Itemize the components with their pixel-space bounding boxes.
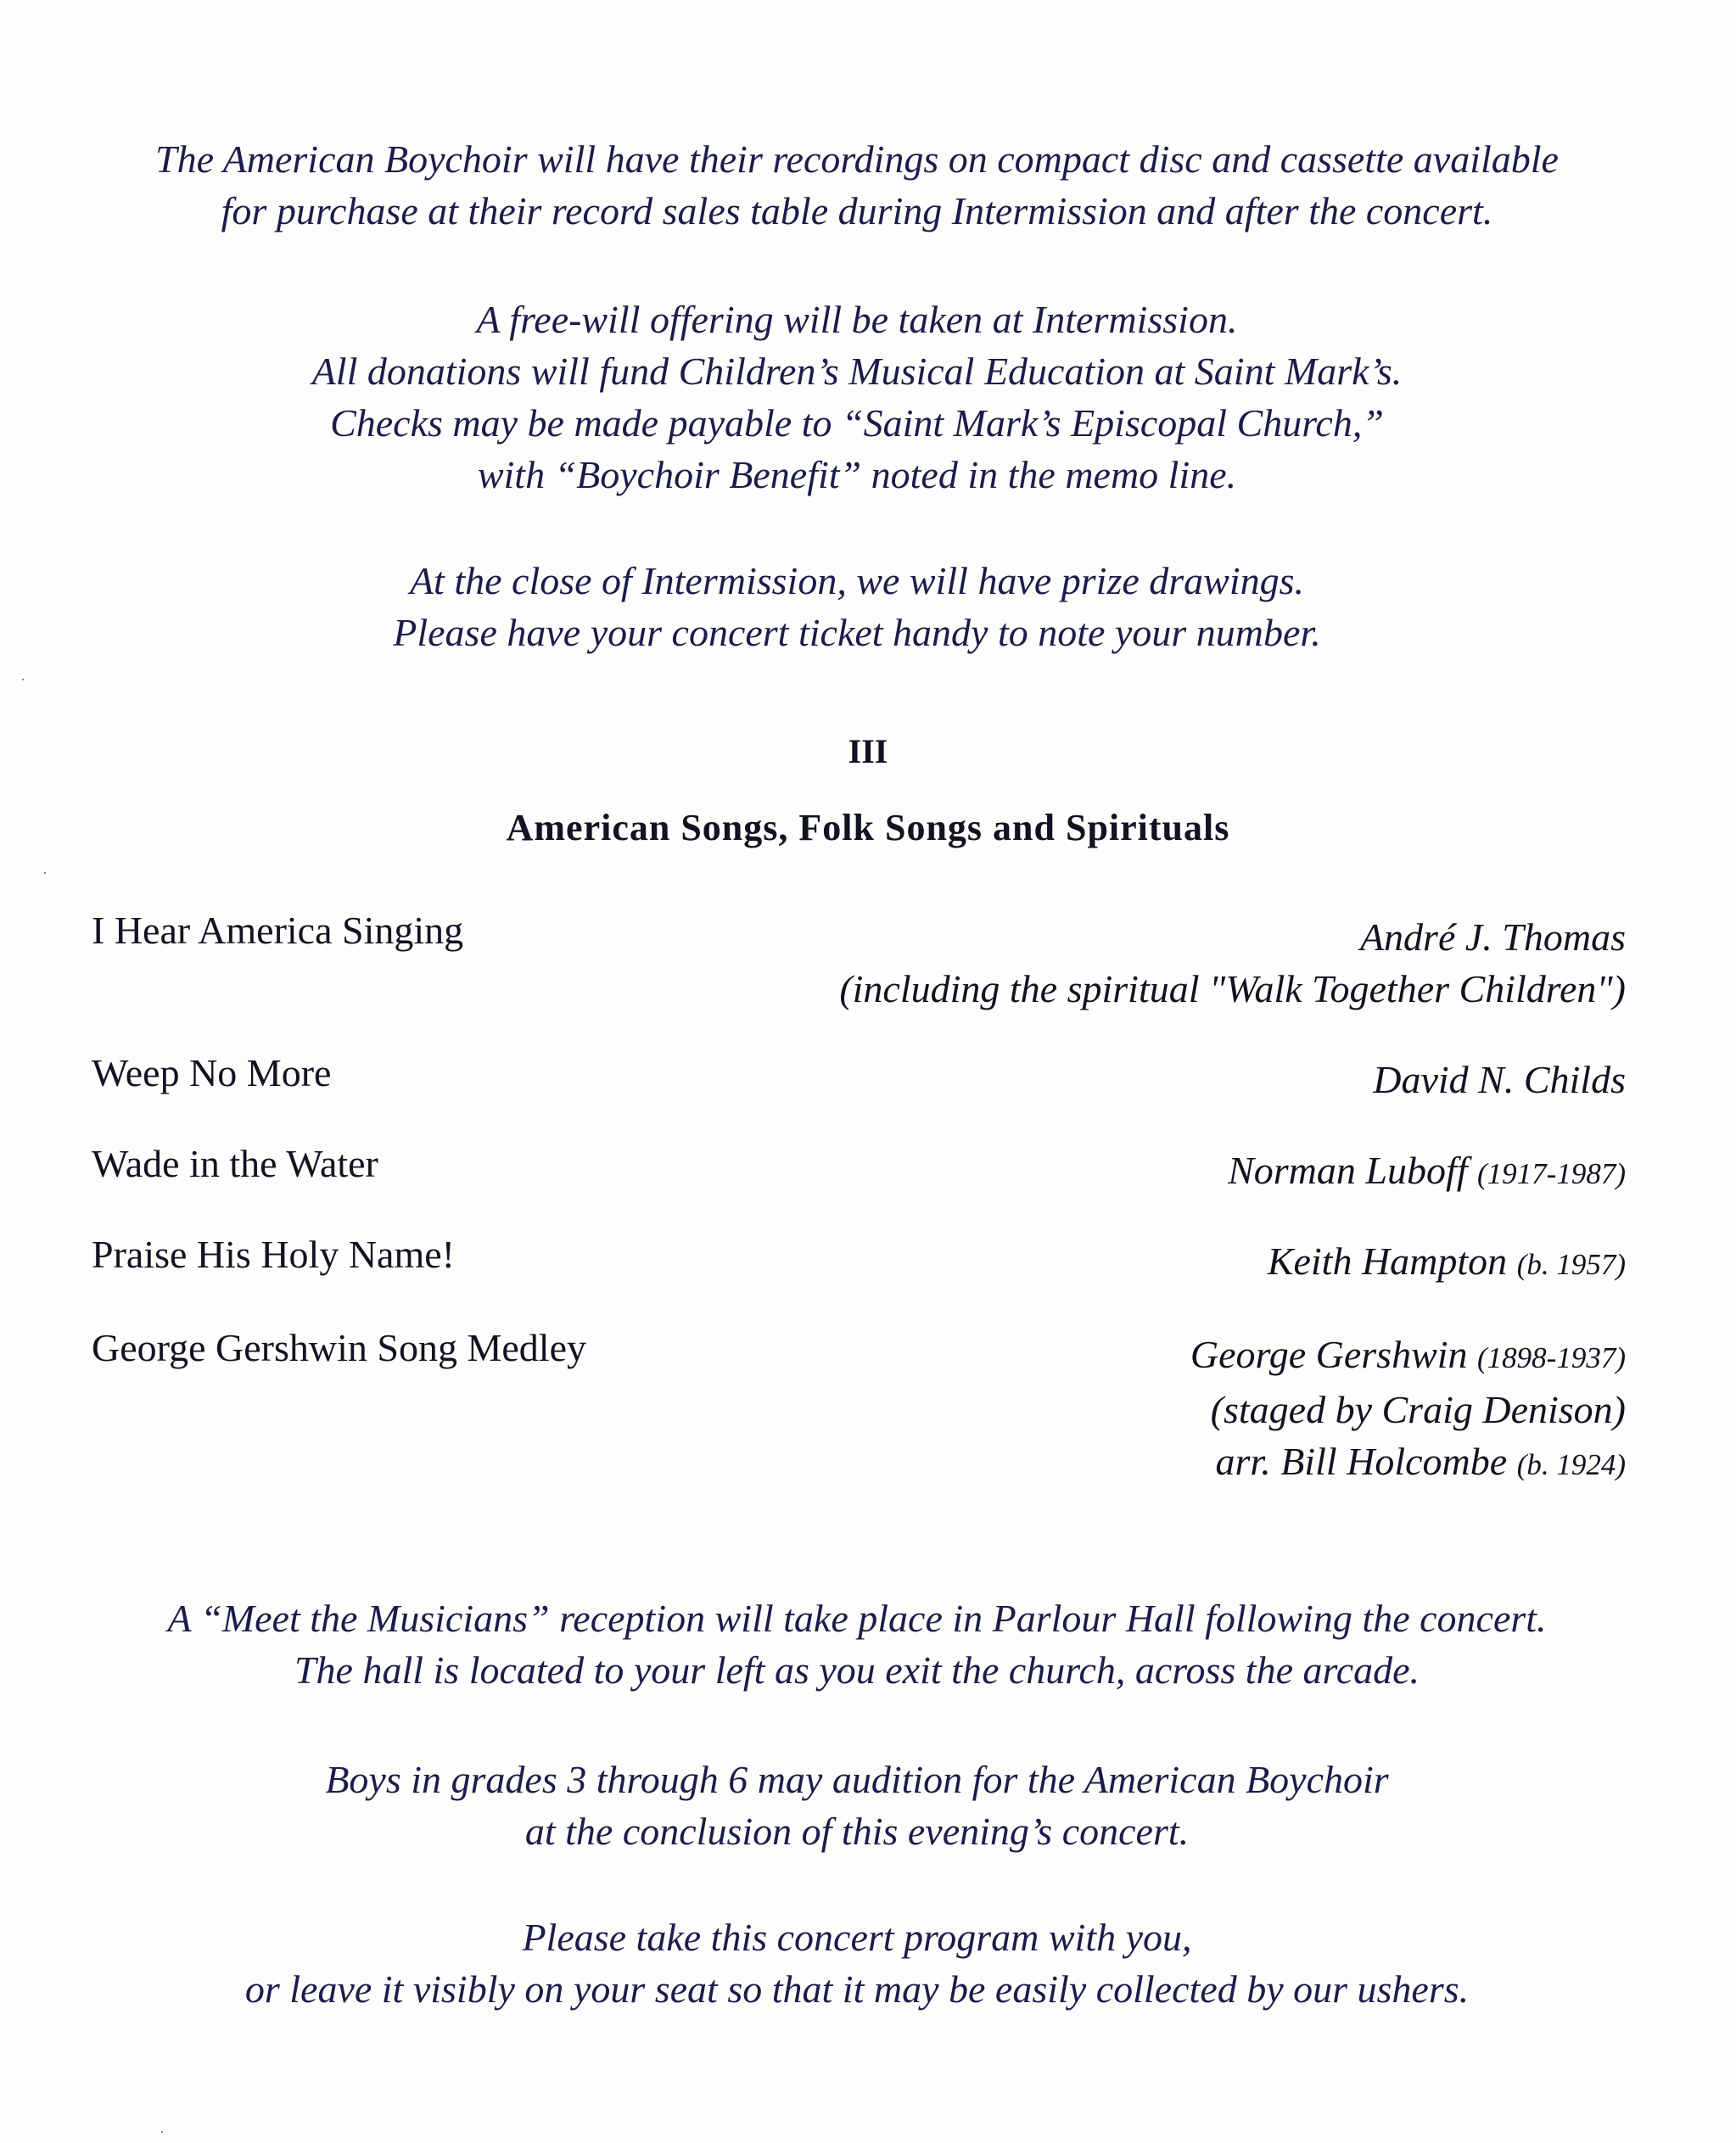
composer-dates: (b. 1957) xyxy=(1516,1248,1626,1281)
composer-name: Norman Luboff xyxy=(1228,1149,1478,1192)
arranger-dates: (b. 1924) xyxy=(1516,1448,1626,1481)
notice-line: A “Meet the Musicians” reception will take place in Parlour Hall following the concert. xyxy=(167,1597,1547,1640)
composer-line: David N. Childs xyxy=(1373,1058,1626,1101)
composer-credit xyxy=(1228,1144,1626,1200)
composer-dates: (1917-1987) xyxy=(1477,1157,1626,1190)
composer-line xyxy=(1190,1435,1626,1491)
notice-line: A free-will offering will be taken at Intermission. xyxy=(476,298,1238,341)
notice-line: Checks may be made payable to “Saint Mark’s Episcopal Church,” xyxy=(330,401,1384,445)
piece-title: Wade in the Water xyxy=(92,1142,378,1185)
composer-line xyxy=(1190,1329,1626,1384)
composer-line: (staged by Craig Denison) xyxy=(1210,1388,1626,1431)
notice-line: at the conclusion of this evening’s concert. xyxy=(524,1810,1190,1853)
notice-line: The American Boychoir will have their recordings on compact disc and cassette available xyxy=(155,137,1559,181)
audition-notice xyxy=(85,1754,1629,1857)
piece-title: Praise His Holy Name! xyxy=(92,1233,455,1276)
notice-line: At the close of Intermission, we will have prize drawings. xyxy=(409,559,1305,602)
reception-notice xyxy=(85,1592,1629,1696)
notice-line: for purchase at their record sales table during Intermission and after the concert. xyxy=(221,189,1493,232)
notice-line: Boys in grades 3 through 6 may audition for the American Boychoir xyxy=(325,1758,1389,1801)
composer-line xyxy=(1228,1144,1626,1200)
scan-speck xyxy=(44,872,46,874)
composer-line: André J. Thomas xyxy=(1359,915,1626,959)
notice-line: Please take this concert program with you, xyxy=(522,1916,1192,1959)
recordings-notice xyxy=(85,133,1629,237)
piece-title: Weep No More xyxy=(92,1051,332,1094)
section-title: American Songs, Folk Songs and Spirituals xyxy=(506,807,1230,848)
notice-line: The hall is located to your left as you exit the church, across the arcade. xyxy=(294,1648,1420,1692)
composer-credit xyxy=(1190,1329,1626,1491)
piece-title: I Hear America Singing xyxy=(92,909,464,952)
section-number: III xyxy=(848,732,888,770)
scan-speck xyxy=(22,679,24,680)
notice-line: with “Boychoir Benefit” noted in the memo line. xyxy=(477,453,1237,496)
composer-line: (including the spiritual "Walk Together Children") xyxy=(839,967,1626,1010)
prize-drawing-notice xyxy=(85,555,1629,658)
offering-notice xyxy=(85,294,1629,501)
arranger-name: arr. Bill Holcombe xyxy=(1215,1440,1517,1483)
notice-line: All donations will fund Children’s Musical Education at Saint Mark’s. xyxy=(311,350,1403,393)
notice-line: Please have your concert ticket handy to note your number. xyxy=(393,611,1321,654)
composer-dates: (1898-1937) xyxy=(1477,1341,1626,1374)
piece-title: George Gershwin Song Medley xyxy=(92,1326,586,1369)
composer-credit xyxy=(839,911,1626,1015)
notice-line: or leave it visibly on your seat so that it may be easily collected by our ushers. xyxy=(244,1967,1470,2011)
program-return-notice xyxy=(85,1911,1629,2015)
composer-line xyxy=(1268,1235,1626,1290)
scan-speck xyxy=(161,2131,163,2133)
composer-name: George Gershwin xyxy=(1190,1333,1478,1376)
composer-credit xyxy=(1268,1235,1626,1290)
composer-name: Keith Hampton xyxy=(1267,1239,1517,1283)
composer-credit xyxy=(1373,1054,1626,1105)
